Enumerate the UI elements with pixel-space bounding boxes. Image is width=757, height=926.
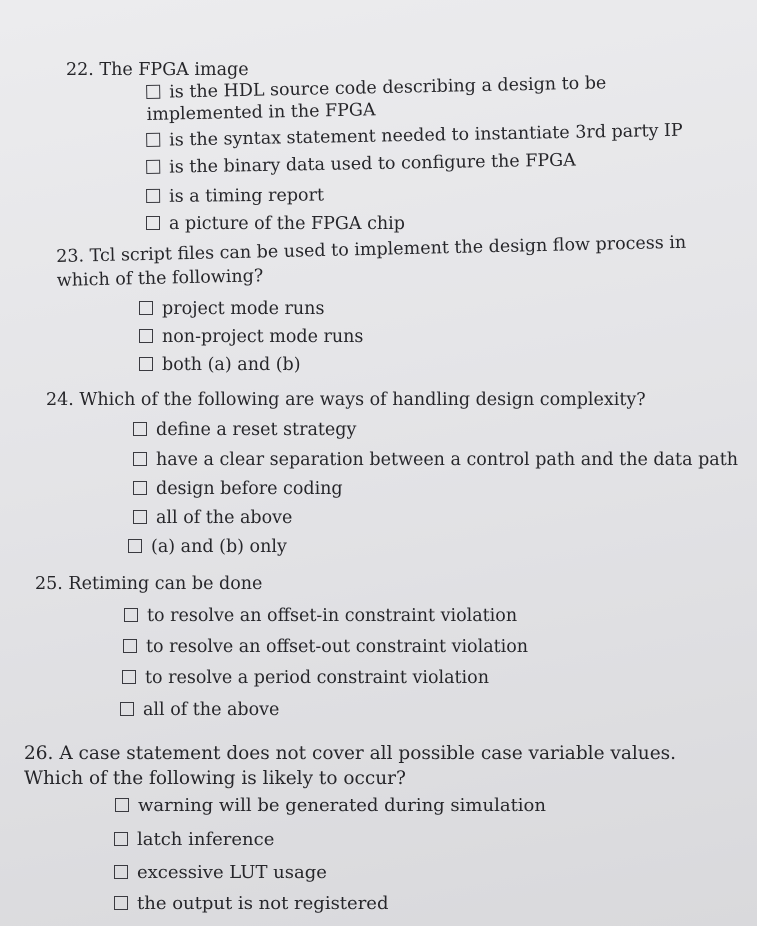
- checkbox[interactable]: [124, 608, 138, 622]
- checkbox[interactable]: [114, 832, 128, 846]
- question-number: 22.: [66, 60, 94, 80]
- option-24-a[interactable]: [133, 419, 356, 441]
- option-text: to resolve an offset-out constraint violation: [146, 637, 529, 657]
- option-text: all of the above: [156, 508, 293, 528]
- checkbox[interactable]: [123, 639, 137, 653]
- question-number: 26.: [24, 743, 54, 764]
- option-24-b[interactable]: [133, 449, 738, 471]
- option-26-a[interactable]: [115, 795, 546, 817]
- option-text: is the binary data used to configure the FPGA: [169, 150, 576, 178]
- checkbox[interactable]: [133, 510, 147, 524]
- checkbox[interactable]: [139, 329, 153, 343]
- option-text: a picture of the FPGA chip: [169, 214, 405, 234]
- option-23-b[interactable]: [139, 326, 363, 348]
- option-24-c[interactable]: [133, 478, 343, 500]
- option-text: is the HDL source code describing a design to be implemented in the FPGA: [146, 73, 607, 125]
- question-number: 24.: [46, 390, 74, 410]
- option-text: have a clear separation between a control path and the data path: [156, 450, 739, 470]
- checkbox[interactable]: [146, 160, 160, 174]
- option-23-a[interactable]: [139, 298, 324, 320]
- option-22-b[interactable]: [146, 120, 683, 152]
- checkbox[interactable]: [133, 422, 147, 436]
- option-22-c[interactable]: [146, 150, 576, 179]
- option-text: warning will be generated during simulation: [138, 795, 546, 816]
- option-22-e[interactable]: [146, 213, 405, 235]
- option-26-c[interactable]: [114, 862, 327, 884]
- checkbox[interactable]: [146, 85, 160, 99]
- checkbox[interactable]: [114, 896, 128, 910]
- checkbox[interactable]: [115, 798, 129, 812]
- question-23: [56, 230, 727, 293]
- question-number: 25.: [35, 574, 63, 594]
- checkbox[interactable]: [128, 539, 142, 553]
- option-24-d[interactable]: [133, 507, 292, 529]
- option-26-d[interactable]: [114, 893, 388, 915]
- option-text: excessive LUT usage: [137, 862, 327, 883]
- question-text: Retiming can be done: [68, 574, 263, 594]
- checkbox[interactable]: [133, 481, 147, 495]
- option-text: both (a) and (b): [162, 355, 301, 375]
- option-text: all of the above: [143, 700, 280, 720]
- option-text: project mode runs: [162, 299, 325, 319]
- checkbox[interactable]: [146, 216, 160, 230]
- option-text: non-project mode runs: [162, 327, 364, 347]
- option-25-a[interactable]: [124, 605, 517, 627]
- question-26: [24, 741, 734, 791]
- option-22-d[interactable]: [146, 184, 324, 208]
- option-26-b[interactable]: [114, 829, 274, 851]
- checkbox[interactable]: [139, 301, 153, 315]
- option-text: the output is not registered: [137, 893, 389, 914]
- checkbox[interactable]: [114, 865, 128, 879]
- question-text: Which of the following are ways of handling design complexity?: [79, 390, 646, 410]
- option-25-d[interactable]: [120, 699, 279, 721]
- question-25: [35, 572, 715, 596]
- question-number: 23.: [56, 246, 85, 267]
- option-25-b[interactable]: [123, 636, 528, 658]
- option-text: to resolve an offset-in constraint violation: [147, 606, 518, 626]
- option-text: design before coding: [156, 479, 343, 499]
- question-text: The FPGA image: [99, 60, 249, 80]
- checkbox[interactable]: [122, 670, 136, 684]
- option-text: (a) and (b) only: [151, 537, 287, 557]
- option-text: define a reset strategy: [156, 420, 357, 440]
- checkbox[interactable]: [146, 133, 160, 147]
- checkbox[interactable]: [146, 189, 160, 203]
- checkbox[interactable]: [139, 357, 153, 371]
- option-23-c[interactable]: [139, 354, 301, 376]
- question-text: A case statement does not cover all possible case variable values. Which of the following is likely to occur?: [24, 743, 677, 789]
- checkbox[interactable]: [133, 452, 147, 466]
- question-text: Tcl script files can be used to implement the design flow process in which of the following?: [56, 232, 687, 291]
- option-24-e[interactable]: [128, 536, 287, 558]
- question-24: [46, 388, 726, 412]
- option-text: latch inference: [137, 829, 275, 850]
- option-25-c[interactable]: [122, 667, 489, 689]
- option-text: is a timing report: [169, 185, 325, 207]
- option-text: to resolve a period constraint violation: [145, 668, 489, 688]
- option-text: is the syntax statement needed to instantiate 3rd party IP: [169, 120, 683, 151]
- checkbox[interactable]: [120, 702, 134, 716]
